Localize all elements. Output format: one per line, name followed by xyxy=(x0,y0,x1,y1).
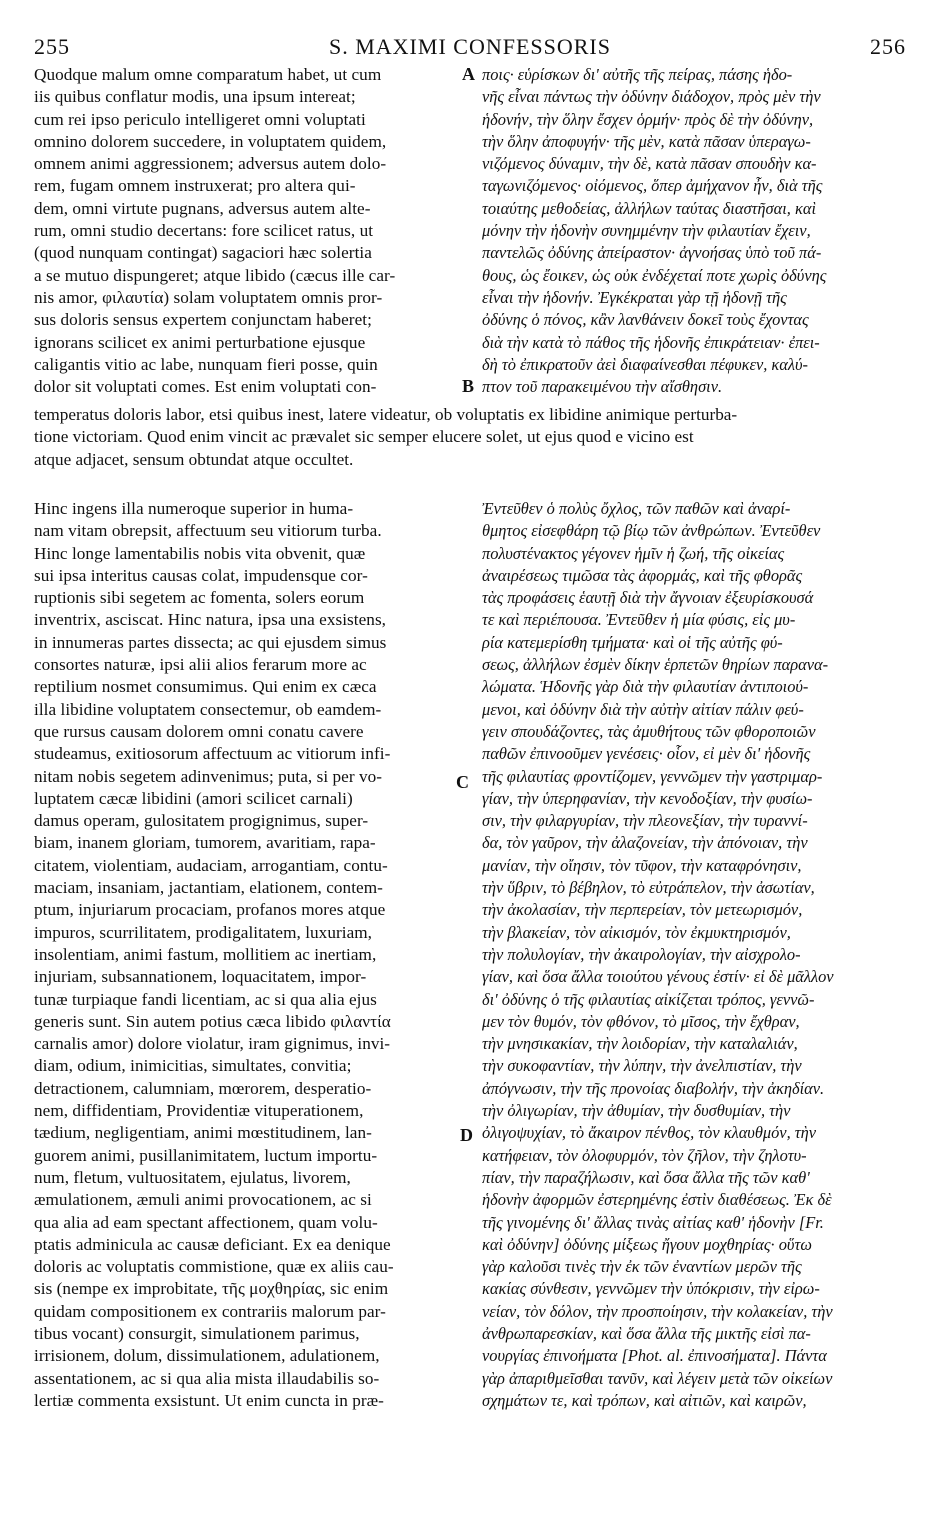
text-line: τὴν ὅλην ἀποφυγήν· τῆς μὲν, κατὰ πᾶσαν ὑπεραγω- xyxy=(482,131,811,151)
text-line: in innumeras partes dissecta; ac qui ejusdem simus xyxy=(34,632,387,652)
text-line: doloris ac voluptatis commistione, quæ ex aliis cau- xyxy=(34,1257,394,1277)
text-line: ἀνθρωπαρεσκίαν, καὶ ὅσα ἄλλα τῆς μικτῆς εἰσὶ πα- xyxy=(482,1323,811,1343)
text-line: παντελῶς ὀδύνης ἀπείραστον· ἀγνοήσας ὑπὸ τοῦ πά- xyxy=(482,243,822,263)
page-number-left: 255 xyxy=(34,34,70,59)
text-line: iis quibus conflatur modis, una ipsum intereat; xyxy=(34,87,356,107)
full-width-text xyxy=(34,404,906,474)
text-line: qua alia ad eam spectant affectionem, quam volu- xyxy=(34,1212,378,1232)
text-line: irrisionem, dolum, dissimulationem, adulationem, xyxy=(34,1346,380,1366)
text-line: γίαν, τὴν ὑπερηφανίαν, τὴν κενοδοξίαν, τὴν φυσίω- xyxy=(482,788,813,808)
text-line: nam vitam obrepsit, affectuum seu vitiorum turba. xyxy=(34,521,382,541)
text-line: maciam, insaniam, jactantiam, elationem, contem- xyxy=(34,878,383,898)
text-line: ποις· εὑρίσκων δι' αὐτῆς τῆς πείρας, πάσης ἡδο- xyxy=(482,65,793,84)
text-line: Quodque malum omne comparatum habet, ut cum xyxy=(34,65,382,84)
text-line: γίαν, καὶ ὅσα ἄλλα τοιούτου γένους ἐστίν· εἰ δὲ μᾶλλον xyxy=(482,967,834,987)
text-line: τῆς φιλαυτίας φροντίζομεν, γεννῶμεν τὴν γαστριμαρ- xyxy=(482,766,823,786)
text-line: a se mutuo dispungeret; atque libido (cæcus ille car- xyxy=(34,265,396,285)
text-line: temperatus doloris labor, etsi quibus inest, latere videatur, ob voluptatis ex libidine animique perturba- xyxy=(34,405,738,424)
text-line: ὀλιγοψυχίαν, τὸ ἄκαιρον πένθος, τὸν κλαυθμόν, τὴν xyxy=(482,1123,817,1143)
text-line: dem, omni virtute pugnans, adversus autem alte- xyxy=(34,198,371,218)
text-line: damus operam, gulositatem progignimus, super- xyxy=(34,811,369,831)
text-line: ταγωνιζόμενος· οἰόμενος, ὅπερ ἀμήχανον ἦν, διὰ τῆς xyxy=(482,176,823,196)
text-line: Hinc longe lamentabilis nobis vita obvenit, quæ xyxy=(34,543,366,563)
text-line: μενοι, καὶ ὀδύνην διὰ τὴν αὐτὴν αἰτίαν πάλιν φεύ- xyxy=(482,699,804,719)
text-line: γὰρ ἀπαριθμεῖσθαι τανῦν, καὶ λέγειν μετὰ τῶν οἰκείων xyxy=(482,1368,833,1388)
section-marker-c: C xyxy=(456,772,469,792)
text-line: generis sunt. Sin autem potius cæca libido φιλαντία xyxy=(34,1011,391,1031)
text-line: injuriam, subsannationem, loquacitatem, impor- xyxy=(34,967,367,987)
text-line: studeamus, exitiosorum affectuum ac vitiorum infi- xyxy=(34,744,391,764)
top-latin-column xyxy=(34,64,458,404)
running-head xyxy=(34,34,906,60)
text-line: θους, ὡς ἔοικεν, ὡς οὐκ ἐνδέχεταί ποτε χωρὶς ὀδύνης xyxy=(482,265,827,285)
text-line: νῆς εἶναι πάντως τὴν ὀδύνην διάδοχον, πρὸς μὲν τὴν xyxy=(482,87,821,107)
text-line: consortes naturæ, ipsi alii alios ferarum more ac xyxy=(34,655,367,675)
text-line: sus doloris sensus expertem conjunctam haberet; xyxy=(34,310,372,330)
text-line: sui ipsa interitus causas colat, impudensque cor- xyxy=(34,565,368,585)
text-line: νιζόμενος δύναμιν, τὴν δὲ, κατὰ πᾶσαν σπουδὴν κα- xyxy=(482,154,817,174)
text-line: rem, fugam omnem instruxerat; pro altera qui- xyxy=(34,176,356,196)
text-line: inventrix, asciscat. Hinc natura, ipsa una exsistens, xyxy=(34,610,387,630)
text-line: detractionem, calumniam, mœrorem, desperatio- xyxy=(34,1078,372,1098)
text-line: insolentiam, animi fastum, mollitiem ac inertiam, xyxy=(34,944,377,964)
text-line: ruptionis sibi segetem ac fomenta, solers eorum xyxy=(34,588,365,608)
text-line: θμητος εἰσεφθάρη τῷ βίῳ τῶν ἀνθρώπων. Ἐντεῦθεν xyxy=(482,521,821,541)
text-line: τὴν ὕβριν, τὸ βέβηλον, τὸ εὐτράπελον, τὴν ἀσωτίαν, xyxy=(482,878,815,898)
text-line: νουργίας ἐπινοήματα [Phot. al. ἐπινοσήματα]. Πάντα xyxy=(482,1346,827,1366)
text-line: ignorans scilicet ex animi perturbatione ejusque xyxy=(34,332,366,352)
section-marker-b: B xyxy=(462,376,475,396)
text-line: carnalis amor) dolore violatur, iram gignimus, invi- xyxy=(34,1034,391,1054)
text-line: δι' ὀδύνης ὁ τῆς φιλαυτίας αἰκίζεται τρόπος, γεννῶ- xyxy=(482,989,815,1009)
text-line: μανίαν, τὴν οἴησιν, τὸν τῦφον, τὴν καταφρόνησιν, xyxy=(482,855,802,875)
text-line: impuros, scurrilitatem, prodigalitatem, luxuriam, xyxy=(34,922,373,942)
text-line: dolor sit voluptati comes. Est enim voluptati con- xyxy=(34,377,377,397)
text-line: assentationem, ac si qua alia mista illaudabilis so- xyxy=(34,1368,380,1388)
text-line: πολυστένακτος γέγονεν ἡμῖν ἡ ζωή, τῆς οἰκείας xyxy=(482,543,785,563)
text-line: nitam nobis segetem adinvenimus; puta, si per vo- xyxy=(34,766,383,786)
text-line: δὴ τὸ ἐπικρατοῦν ἀεὶ διαφαίνεσθαι πέφυκεν, καλύ- xyxy=(482,354,808,374)
text-line: τε καὶ περιέπουσα. Ἐντεῦθεν ἡ μία φύσις, εἰς μυ- xyxy=(482,610,796,630)
text-line: σεως, ἀλλήλων ἐσμὲν δίκην ἑρπετῶν θηρίων παρανα- xyxy=(482,655,829,675)
text-line: tibus vocant) consurgit, simulationem parimus, xyxy=(34,1323,360,1343)
text-line: ρία κατεμερίσθη τμήματα· καὶ οἱ τῆς αὐτῆς φύ- xyxy=(482,632,783,652)
section-marker-d: D xyxy=(460,1125,473,1145)
text-line: quidam compositionem ex contrariis malorum par- xyxy=(34,1301,386,1321)
text-line: lertiæ commenta exsistunt. Ut enim cuncta in præ- xyxy=(34,1390,384,1410)
text-line: nem, diffidentiam, Providentiæ vituperationem, xyxy=(34,1101,364,1121)
text-line: μόνην τὴν ἡδονὴν συνημμένην τὴν φιλαυτίαν ἔχειν, xyxy=(482,221,811,241)
text-line: que rursus causam dolorem omni conatu cavere xyxy=(34,721,364,741)
text-line: diam, odium, inimicitias, simultates, convitia; xyxy=(34,1056,352,1076)
bottom-latin-column xyxy=(34,498,458,1410)
text-line: νείαν, τὸν δόλον, τὴν προσποίησιν, τὴν κολακείαν, τὴν xyxy=(482,1301,833,1321)
text-line: atque adjacet, sensum obtundat atque occultet. xyxy=(34,449,354,469)
top-greek-column xyxy=(482,64,906,404)
text-line: παθῶν ἐπινοοῦμεν γενέσεις· οἷον, εἰ μὲν δι' ἡδονῆς xyxy=(482,744,811,764)
text-line: ἡδονήν, τὴν ὅλην ἔσχεν ὁρμήν· πρὸς δὲ τὴν ὀδύνην, xyxy=(482,109,814,129)
text-line: tunæ turpiaque fandi licentiam, ac si qua alia ejus xyxy=(34,989,377,1009)
text-line: omnem animi aggressionem; adversus autem dolo- xyxy=(34,154,387,174)
text-line: μεν τὸν θυμόν, τὸν φθόνον, τὸ μῖσος, τὴν ἔχθραν, xyxy=(482,1011,800,1031)
text-line: τὴν ὀλιγωρίαν, τὴν ἀθυμίαν, τὴν δυσθυμίαν, τὴν xyxy=(482,1101,791,1121)
text-line: τὴν συκοφαντίαν, τὴν λύπην, τὴν ἀνελπιστίαν, τὴν xyxy=(482,1056,802,1076)
page-number-right: 256 xyxy=(870,34,906,59)
text-line: rum, omni studio decertans: fore scilicet ratus, ut xyxy=(34,221,374,241)
text-line: cum rei ipso periculo intelligeret omni voluptati xyxy=(34,109,366,129)
text-line: ὀδύνης ὁ πόνος, κἂν λανθάνειν δοκεῖ τοὺς ἔχοντας xyxy=(482,310,809,330)
text-line: æmulationem, æmuli animi provocationem, ac si xyxy=(34,1190,372,1210)
text-line: κατήφειαν, τὸν ὀλοφυρμόν, τὸν ζῆλον, τὴν ζηλοτυ- xyxy=(482,1145,807,1165)
text-line: citatem, violentiam, audaciam, arrogantiam, contu- xyxy=(34,855,388,875)
text-line: ἡδονὴν ἀφορμῶν ἐστερημένης ἐστὶν διαθέσεως. Ἐκ δὲ xyxy=(482,1190,832,1210)
text-line: δα, τὸν γαῦρον, τὴν ἀλαζονείαν, τὴν ἀπόνοιαν, τὴν xyxy=(482,833,808,853)
text-line: εἶναι τὴν ἡδονήν. Ἐγκέκραται γὰρ τῇ ἡδονῇ τῆς xyxy=(482,287,787,307)
text-line: διὰ τὴν κατὰ τὸ πάθος τῆς ἡδονῆς ἐπικράτειαν· ἐπει- xyxy=(482,332,820,352)
text-line: biam, inanem gloriam, tumorem, avaritiam, rapa- xyxy=(34,833,376,853)
text-line: reptilium nosmet consumimus. Qui enim ex cæca xyxy=(34,677,377,697)
text-line: πίαν, τὴν παραζήλωσιν, καὶ ὅσα ἄλλα τῆς τῶν καθ' xyxy=(482,1167,810,1187)
text-line: (quod nunquam contingat) sagaciori hæc solertia xyxy=(34,243,372,263)
text-line: τῆς γινομένης δι' ἄλλας τινὰς αἰτίας καθ' ἡδονὴν [Fr. xyxy=(482,1212,824,1232)
text-line: guorem animi, pusillanimitatem, luctum importu- xyxy=(34,1145,378,1165)
text-line: Ἐντεῦθεν ὁ πολὺς ὄχλος, τῶν παθῶν καὶ ἀναρί- xyxy=(482,499,791,518)
text-line: σχημάτων τε, καὶ τρόπων, καὶ αἰτιῶν, καὶ καιρῶν, xyxy=(482,1390,807,1410)
text-line: omnino dolorem succedere, in voluptatem quidem, xyxy=(34,131,387,151)
text-line: τὴν ἀκολασίαν, τὴν περπερείαν, τὸν μετεωρισμόν, xyxy=(482,900,803,920)
bottom-greek-column xyxy=(482,498,906,1428)
text-line: num, fletum, vultuositatem, ejulatus, livorem, xyxy=(34,1167,351,1187)
text-line: τοιαύτης μεθοδείας, ἀλλήλων ταύτας διαστῆσαι, καὶ xyxy=(482,198,817,218)
text-line: illa libidine voluptatem consectemur, ob eamdem- xyxy=(34,699,382,719)
text-line: tione victoriam. Quod enim vincit ac prævalet sic semper elucere solet, ut ejus quod e vicino est xyxy=(34,427,694,447)
text-line: ἀπόγνωσιν, τὴν τῆς προνοίας διαβολήν, τὴν ἀκηδίαν. xyxy=(482,1078,825,1098)
text-line: Hinc ingens illa numeroque superior in huma- xyxy=(34,499,354,518)
text-line: ptatis adminicula ac causæ deficiant. Ex ea denique xyxy=(34,1234,391,1254)
text-line: σιν, τὴν φιλαργυρίαν, τὴν πλεονεξίαν, τὴν τυραννί- xyxy=(482,811,808,831)
text-line: λώματα. Ἡδονῆς γὰρ διὰ τὴν φιλαυτίαν ἀντιποιού- xyxy=(482,677,809,697)
text-line: τὰς προφάσεις ἑαυτῇ διὰ τὴν ἄγνοιαν ἐξευρίσκουσά xyxy=(482,588,814,608)
text-line: καὶ ὀδύνην] ὀδύνης μίξεως ἤγουν μοχθηρίας· οὕτω xyxy=(482,1234,812,1254)
text-line: τὴν μνησικακίαν, τὴν λοιδορίαν, τὴν καταλαλιάν, xyxy=(482,1034,798,1054)
text-line: ptum, injuriarum procaciam, profanos mores atque xyxy=(34,900,386,920)
section-marker-a: A xyxy=(462,64,475,84)
text-line: τὴν πολυλογίαν, τὴν ἀκαιρολογίαν, τὴν αἰσχρολο- xyxy=(482,944,801,964)
text-line: luptatem cæcæ libidini (amori scilicet carnali) xyxy=(34,788,353,808)
text-line: ἀναιρέσεως τιμῶσα τὰς ἀφορμάς, καὶ τῆς φθορᾶς xyxy=(482,565,803,585)
text-line: γειν σπουδάζοντες, τὰς ἀμυθήτους τῶν φθοροποιῶν xyxy=(482,721,816,741)
text-line: caligantis vitio ac labe, nunquam fieri posse, quin xyxy=(34,354,378,374)
text-line: γὰρ καλοῦσι τινὲς τὴν ἐκ τῶν ἐναντίων μερῶν τῆς xyxy=(482,1257,802,1277)
text-line: τὴν βλακείαν, τὸν αἰκισμόν, τὸν ἐκμυκτηρισμόν, xyxy=(482,922,791,942)
text-line: πτον τοῦ παρακειμένου τὴν αἴσθησιν. xyxy=(482,377,723,397)
text-line: nis amor, φιλαυτία) solam voluptatem omnis pror- xyxy=(34,287,383,307)
running-title: S. MAXIMI CONFESSORIS xyxy=(328,34,611,59)
text-line: sis (nempe ex improbitate, τῆς μοχθηρίας, sic enim xyxy=(34,1279,389,1299)
text-line: tædium, negligentiam, animi mœstitudinem, lan- xyxy=(34,1123,372,1143)
text-line: κακίας σύνθεσιν, γεννῶμεν τὴν ὑπόκρισιν, τὴν εἰρω- xyxy=(482,1279,820,1299)
